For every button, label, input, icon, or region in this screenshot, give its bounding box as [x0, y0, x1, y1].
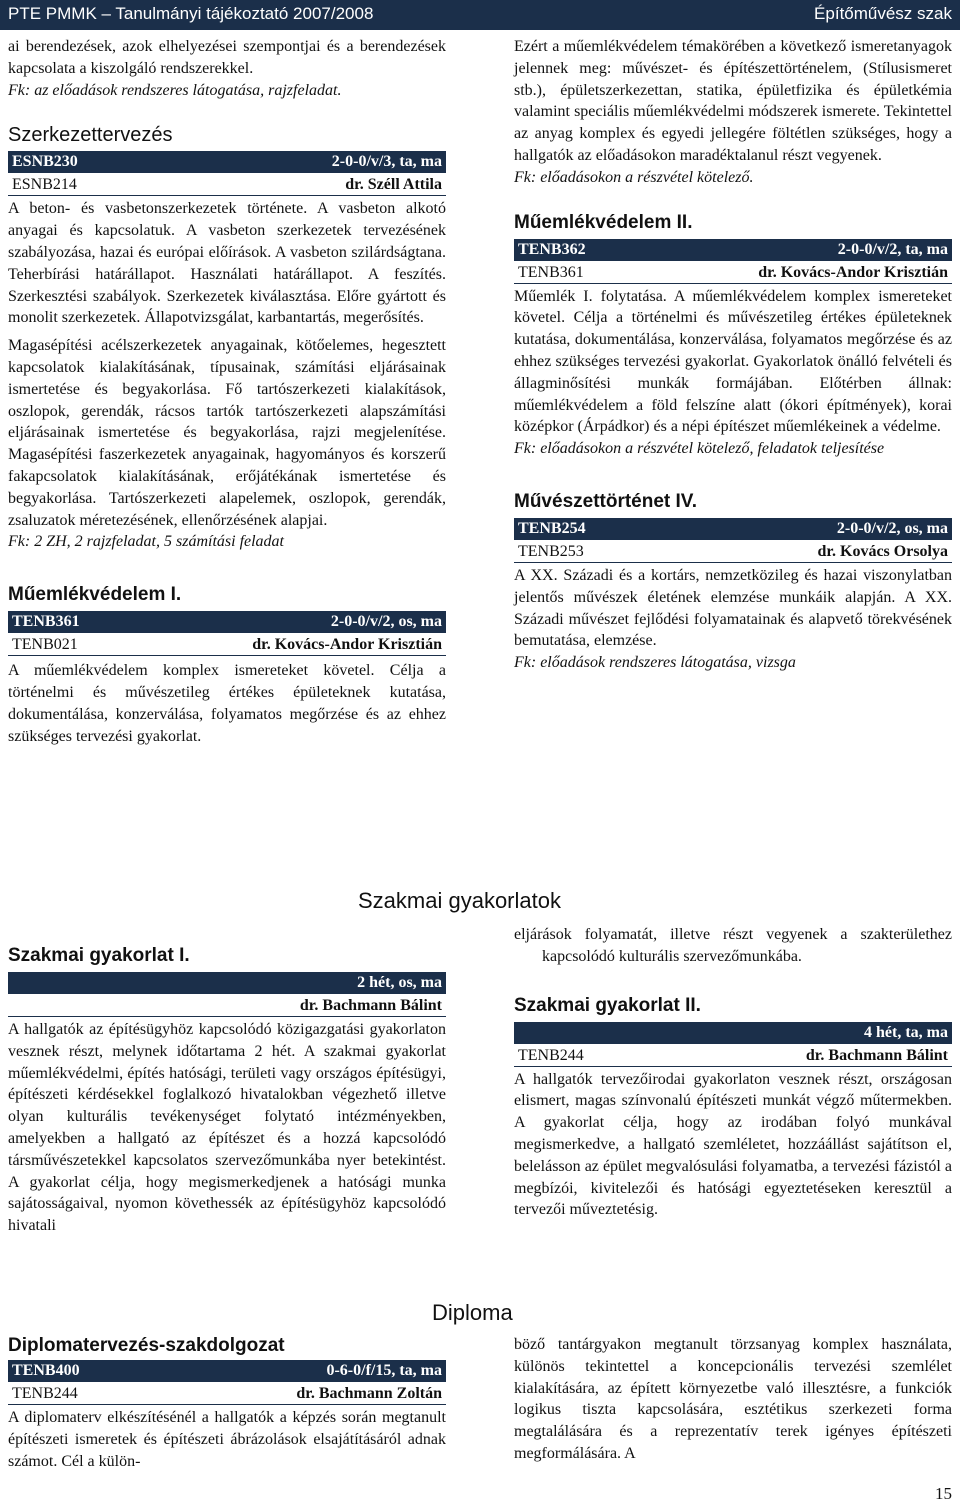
course-prereq-row [514, 261, 952, 284]
course-credits: 2-0-0/v/3, ta, ma [331, 153, 442, 171]
section-heading-gyakorlatok: Szakmai gyakorlatok [358, 888, 561, 913]
intro-text: Ezért a műemlékvédelem témakörében a következő ismeretanyagok jelennek meg: művészet- és építészettörténelem, (Stílusismeret stb.), épületszerkezettan, statika, épületfizika és épületkémia valamint speciális műemlékvédelmi módszerek ismerete. Tekintettel az anyag komplex és egyedi jellegére föltétlen szükséges, hogy a hallgatók az előadásokon maradéktalanul részt vegyenek. [514, 38, 952, 164]
course-code-bar [514, 239, 952, 261]
intro-text: ai berendezések, azok elhelyezései szempontjai és a berendezések kapcsolata a kiszolgáló rendszerekkel. [8, 38, 446, 77]
course-prereq-row [8, 1382, 446, 1405]
course-teacher: dr. Bachmann Bálint [299, 997, 442, 1014]
course-description: A hallgatók az építésügyhöz kapcsolódó közigazgatási gyakorlaton vesznek részt, melynek időtartama 2 hét. A szakmai gyakorlat műemlékvédelmi, építés hatósági, területi vagy országos építésügyi, építészeti kérdésekkel foglalkozó hivatalokban végezhető illetve olyan kulturális tevékenységet folytató intézményekben, amelyekben a hallgató az építészet és a hozzá kapcsolódó társművészetekkel kapcsolatos szervezőmunkába nyer betekintést. A gyakorlat célja, hogy megismerkedjenek a hatósági munka sajátosságaival, nyomon követhessék az építésügyhöz kapcsolódó hivatali [8, 1021, 446, 1235]
course-code: TENB254 [518, 519, 586, 537]
course-teacher: dr. Széll Attila [345, 176, 442, 194]
course-teacher: dr. Kovács Orsolya [817, 542, 948, 560]
course-code-bar [8, 1360, 446, 1382]
course-description: A XX. Századi és a kortárs, nemzetközileg és hazai viszonylatban jelentős művészek életének elemzése munkáik alapján. A XX. Századi művészet fejlődési folyamatainak és alapvető törekvésének bemutatása, elemzése. [514, 566, 952, 650]
course-title-muveszettortenet-4: Művészettörténet IV. [514, 490, 698, 512]
course-credits: 0-6-0/f/15, ta, ma [326, 1362, 442, 1379]
course-description-2: Magasépítési acélszerkezetek anyagainak, kötőelemes, hegesztett kapcsolatok kialakításának, típusainak, számítási eljárásainak ismertetése és begyakorlása. Fő tartószerkezeti kialakítások, oszlopok, gerendák, rácsos tartók tartószerkezeti alapszámítási eljárásainak ismertetése és begyakorlása, rajzi megjelenítése. Magasépítési faszerkezetek anyagainak, hagyományos és korszerű fakapcsolatok kialakításának, erőjátékának ismertetése és begyakorlása. Tartószerkezeti alapelemek, oszlopok, gerendák, zsaluzatok méretezésének, ellenőrzésének alapjai. [8, 337, 446, 529]
course-code-bar [514, 1022, 952, 1044]
course-credits: 2-0-0/v/2, ta, ma [837, 240, 948, 258]
header-right: Építőművész szak [814, 4, 952, 23]
course-credits: 2-0-0/v/2, os, ma [330, 613, 442, 631]
course-fk: Fk: előadások rendszeres látogatása, vizsga [514, 654, 796, 672]
gyak2-block [514, 924, 952, 1221]
intro-fk: Fk: az előadások rendszeres látogatása, rajzfeladat. [8, 81, 342, 99]
course-teacher: dr. Kovács-Andor Krisztián [252, 636, 442, 654]
course-description: A diplomaterv elkészítésénél a hallgatók a képzés során megtanult építészeti ismeretek és építészeti ábrázolások elsajátításáról adnak számot. Cél a külön- [8, 1409, 446, 1470]
course-prereq: TENB244 [518, 1046, 584, 1064]
course-code-bar [8, 151, 446, 173]
course-teacher: dr. Kovács-Andor Krisztián [758, 263, 948, 281]
section-heading-diploma: Diploma [432, 1300, 513, 1325]
intro-fk: Fk: előadásokon a részvétel kötelező. [514, 168, 754, 186]
course-credits: 2 hét, os, ma [357, 974, 442, 991]
course-code: TENB362 [518, 240, 586, 258]
course-prereq: TENB244 [12, 1385, 78, 1402]
page-number: 15 [935, 1484, 952, 1503]
diploma-block [8, 1334, 446, 1472]
course-prereq-row [514, 1044, 952, 1067]
course-prereq-row [514, 540, 952, 563]
course-prereq: TENB021 [12, 636, 78, 654]
course-code-bar [8, 611, 446, 633]
course-description: A műemlékvédelem komplex ismereteket követel. Célja a történelmi és művészetileg értékes épületeknek kutatása, dokumentálása, konzerválása, folyamatos megőrzése és az ehhez szükséges tervezési gyakorlat. [8, 662, 446, 745]
continued-text: eljárások folyamatát, illetve részt vegyenek a szakterülethez kapcsolódó kulturális szervezőmunkába. [514, 926, 952, 965]
course-title-szerkezettervezes: Szerkezettervezés [8, 124, 173, 147]
course-code: ESNB230 [12, 153, 78, 171]
gyak1-block [8, 944, 446, 1237]
course-title-gyakorlat-2: Szakmai gyakorlat II. [514, 994, 701, 1016]
course-code: TENB361 [12, 613, 80, 631]
course-prereq: ESNB214 [12, 176, 77, 194]
course-prereq-row [8, 633, 446, 656]
course-credits: 2-0-0/v/2, os, ma [836, 519, 948, 537]
course-code: TENB400 [12, 1362, 80, 1379]
course-description: Műemlék I. folytatása. A műemlékvédelem komplex ismereteket követel. Célja a történelmi és művészetileg értékes épületeknek kutatása, dokumentálása, konzerválása, folyamatos megőrzése és az ehhez szükséges tervezési gyakorlat. Gyakorlatok önálló felvételi és állagminősítési munkák formájában. Előtérben állnak: műemlékvédelem a föld felszíne alatt (ókori építmények), korai középkor (Árpádkor) és a népi építészet műemlékeinek a védelme. [514, 287, 952, 436]
course-description: A beton- és vasbetonszerkezetek története. A vasbeton alkotó anyagai és kapcsolatuk. A vasbeton szerkezetek tervezésének szabályozása, hazai és európai előírások. A vasbeton szilárdságtana. Teherbírási határállapot. Használati határállapot. A feszítés. Szerkesztési szabályok. Szerkezetek kiválasztása. Előre gyártott és monolit szerkezetek. Állapotvizsgálat, karbantartás, megerősítés. [8, 200, 446, 327]
course-prereq: TENB253 [518, 542, 584, 560]
course-teacher: dr. Bachmann Bálint [805, 1046, 948, 1064]
left-column [8, 36, 446, 747]
course-title-gyakorlat-1: Szakmai gyakorlat I. [8, 945, 190, 966]
course-fk: Fk: előadásokon a részvétel kötelező, feladatok teljesítése [514, 440, 885, 458]
course-teacher: dr. Bachmann Zoltán [296, 1385, 442, 1402]
course-code-bar [514, 518, 952, 540]
course-prereq-row [8, 994, 446, 1017]
course-code-bar [8, 972, 446, 994]
header-left: PTE PMMK – Tanulmányi tájékoztató 2007/2008 [8, 4, 374, 23]
continued-text: böző tantárgyakon megtanult törzsanyag komplex használata, különös tekintettel a koncepcionális tervezési szemlélet kialakítására, az épített környezetbe való illesztésre, a funkciók logikus tiszta kapcsolására, esztétikus szerkezeti forma megtalálására és a reprezentatív terek igényes építészeti megformálására. A [514, 1336, 952, 1462]
course-prereq-row [8, 173, 446, 196]
course-description: A hallgatók tervezőirodai gyakorlaton vesznek részt, országosan elismert, magas színvonalú építészeti munkát végző műtermekben. A gyakorlat célja, hogy az irodában folyó munkával megismerkedve, a hallgató szemléletet, hozzáállást sajátítson el, belelásson az épület megvalósulási folyamatba, a tervezési fázistól a megbízói, kivitelezői és hatósági egyeztetéseken keresztül a tervezői műveztetésig. [514, 1070, 952, 1219]
course-title-muemlek-1: Műemlékvédelem I. [8, 584, 182, 606]
course-title-diploma: Diplomatervezés-szakdolgozat [8, 1335, 285, 1356]
right-column [514, 18, 952, 674]
diploma-continued [514, 1334, 952, 1465]
course-prereq: TENB361 [518, 263, 584, 281]
course-title-muemlek-2: Műemlékvédelem II. [514, 211, 693, 233]
course-fk: Fk: 2 ZH, 2 rajzfeladat, 5 számítási feladat [8, 533, 284, 551]
course-credits: 4 hét, ta, ma [864, 1023, 948, 1041]
